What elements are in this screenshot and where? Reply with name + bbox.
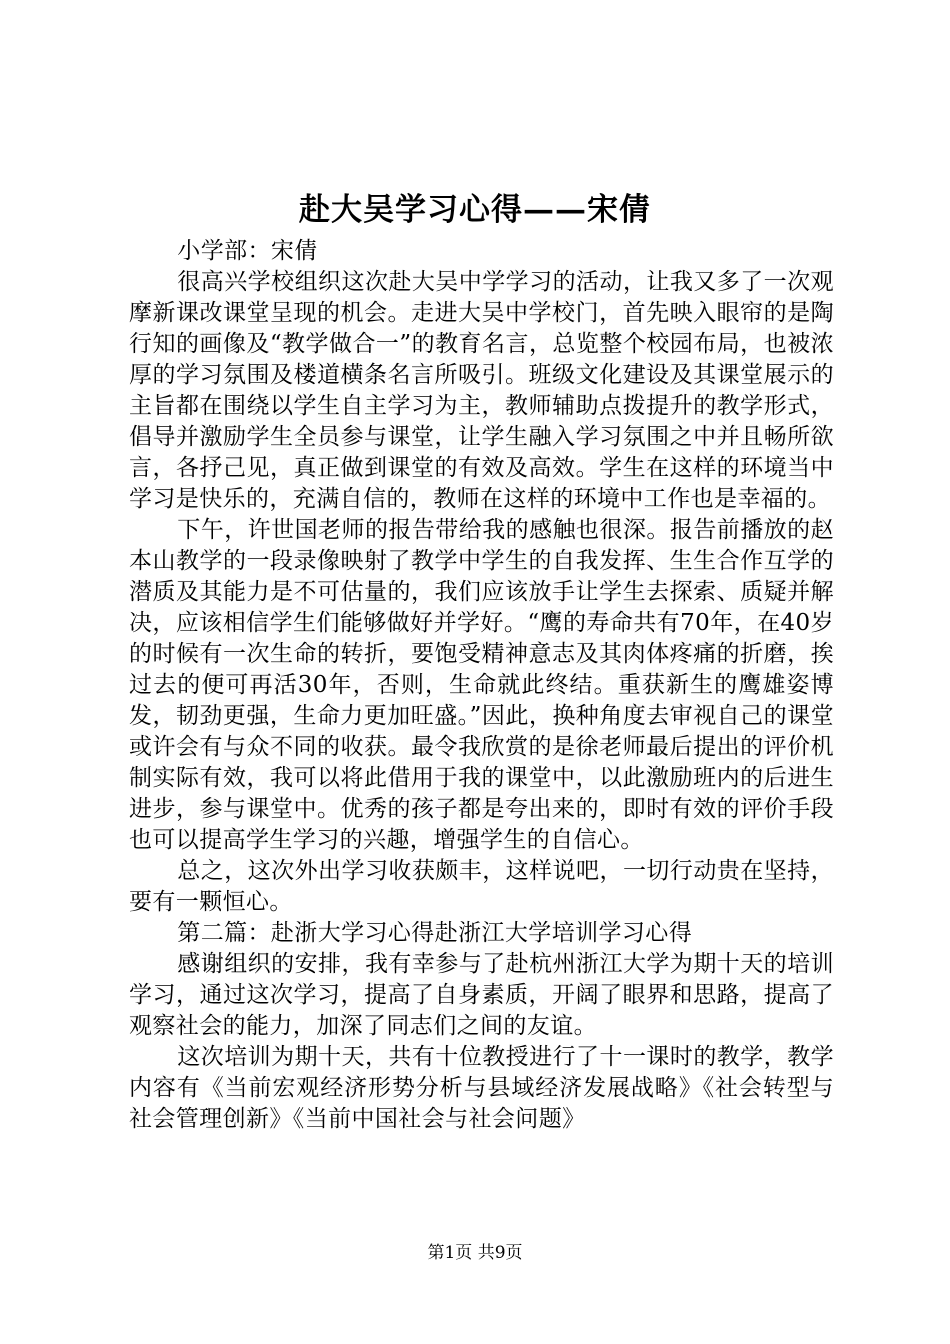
author-line: 小学部：宋倩 bbox=[177, 238, 318, 264]
paragraph: 很高兴学校组织这次赴大吴中学学习的活动，让我又多了一次观摩新课改课堂呈现的机会。走进大吴中学校门，首先映入眼帘的是陶行知的画像及“教学做合一”的教育名言，总览整个校园布局，也被浓厚的学习氛围及楼道横条名言所吸引。班级文化建设及其课堂展示的主旨都在围绕以学生自主学习为主，教师辅助点拨提升的教学形式，倡导并激励学生全员参与课堂，让学生融入学习氛围之中并且畅所欲言，各抒己见，真正做到课堂的有效及高效。学生在这样的环境当中学习是快乐的，充满自信的，教师在这样的环境中工作也是幸福的。 bbox=[129, 269, 834, 512]
paragraph: 总之，这次外出学习收获颇丰，这样说吧，一切行动贵在坚持，要有一颗恒心。 bbox=[129, 858, 834, 915]
page-footer: 第1页 共9页 bbox=[427, 1243, 523, 1263]
section-heading: 第二篇：赴浙大学习心得赴浙江大学培训学习心得 bbox=[177, 920, 693, 946]
document-title: 赴大吴学习心得——宋倩 bbox=[299, 192, 651, 228]
document-body bbox=[129, 236, 834, 1135]
paragraph: 下午，许世国老师的报告带给我的感触也很深。报告前播放的赵本山教学的一段录像映射了教学中学生的自我发挥、生生合作互学的潜质及其能力是不可估量的，我们应该放手让学生去探索、质疑并解决，应该相信学生们能够做好并学好。“鹰的寿命共有70年，在40岁的时候有一次生命的转折，要饱受精神意志及其肉体疼痛的折磨，挨过去的便可再活30年，否则，生命就此终结。重获新生的鹰雄姿博发，韧劲更强，生命力更加旺盛。”因此，换种角度去审视自己的课堂或许会有与众不同的收获。最令我欣赏的是徐老师最后提出的评价机制实际有效，我可以将此借用于我的课堂中，以此激励班内的后进生进步，参与课堂中。优秀的孩子都是夸出来的，即时有效的评价手段也可以提高学生学习的兴趣，增强学生的自信心。 bbox=[129, 517, 834, 853]
paragraph: 这次培训为期十天，共有十位教授进行了十一课时的教学，教学内容有《当前宏观经济形势分析与县域经济发展战略》《社会转型与社会管理创新》《当前中国社会与社会问题》 bbox=[129, 1044, 834, 1132]
paragraph: 感谢组织的安排，我有幸参与了赴杭州浙江大学为期十天的培训学习，通过这次学习，提高了自身素质，开阔了眼界和思路，提高了观察社会的能力，加深了同志们之间的友谊。 bbox=[129, 951, 834, 1039]
